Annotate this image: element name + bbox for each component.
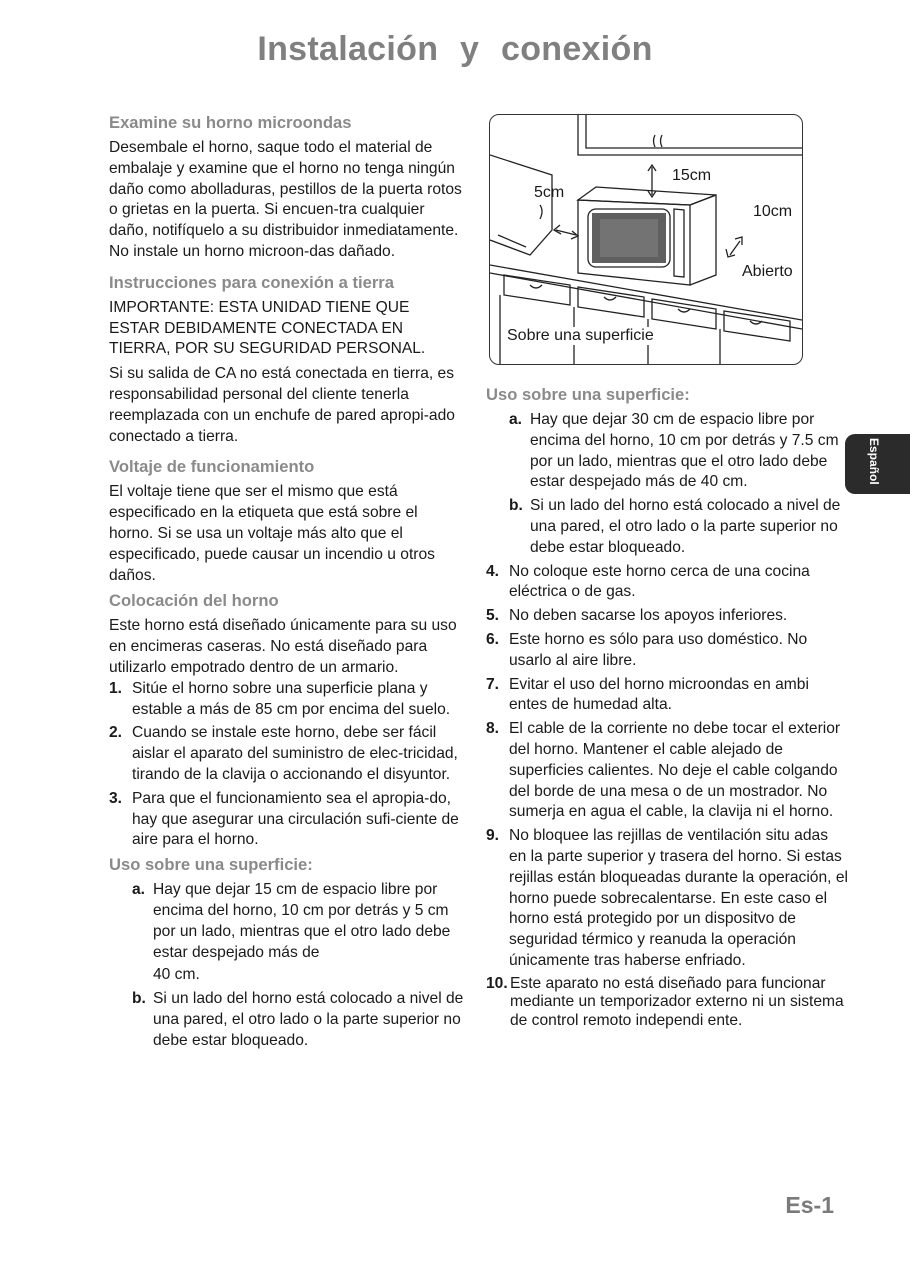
sub-item-letter: a. [509,411,523,428]
list-item-text: Este horno es sólo para uso doméstico. No usarlo al aire libre. [509,630,808,669]
title-word-2: y [460,30,480,68]
label-side-clearance: 5cm [534,184,565,201]
list-item-number: 1. [109,679,123,697]
title-word-3: conexión [500,30,653,68]
list-item [486,562,848,604]
list-item [486,826,848,972]
list-item-number: 2. [109,724,123,742]
list-item-number: 6. [486,630,500,648]
sub-item-text: Si un lado del horno está colocado a nivel de una pared, el otro lado o la parte superior no debe estar bloqueado. [153,990,464,1049]
sub-item-text: Si un lado del horno está colocado a nivel de una pared, el otro lado o la parte superior no debe estar bloqueado. [530,497,841,556]
sub-item-letter: a. [132,881,146,899]
label-back-clearance: 10cm [753,203,793,220]
sub-item-letter: b. [132,990,146,1008]
section-heading-examine: Examine su horno microondas [109,113,352,132]
sub-item-b [486,496,848,558]
list-item-text: Cuando se instale este horno, debe ser fácil aislar el aparato del suministro de elec-tricidad, tirando de la clavija o accionando el disyuntor. [132,724,458,783]
language-tab-label: Español [867,438,881,485]
section-heading-surface-use-right: Uso sobre una superficie: [486,385,690,404]
sub-item-letter: b. [509,497,523,515]
list-item-10 [486,975,848,1031]
list-item-number: 9. [486,827,500,845]
sub-item-b [109,989,464,1051]
list-item [109,723,464,785]
section-heading-grounding: Instrucciones para conexión a tierra [109,272,394,292]
list-item-number: 10. [486,974,508,992]
label-open: Abierto [742,263,793,280]
placement-list [109,679,464,851]
list-item-text: No coloque este horno cerca de una cocina eléctrica o de gas. [509,562,810,601]
page-title [0,30,910,69]
sub-item-text: Hay que dejar 30 cm de espacio libre por encima del horno, 10 cm por detrás y 7.5 cm por un lado, mientras que el otro lado debe estar despejado más de 40 cm. [530,411,839,491]
list-item-text: El cable de la corriente no debe tocar el exterior del horno. Mantener el cable alejado de superficies calientes. No deje el cable colgando del borde de una mesa o de un mostrador. No sumerja en agua el cable, la clavija ni el horno. [509,720,841,821]
list-item [109,679,464,721]
label-surface: Sobre una superficie [507,327,654,344]
title-word-1: Instalación [257,30,439,68]
list-item-text: Para que el funcionamiento sea el apropia-do, hay que asegurar una circulación sufi-ciente de aire para el horno. [132,789,459,849]
precautions-list [486,562,848,972]
label-top-clearance: 15cm [672,167,712,184]
list-item-number: 5. [486,607,500,625]
section-text-placement: Este horno está diseñado únicamente para su uso en encimeras caseras. No está diseñado para utilizarlo empotrado dentro de un armario. [109,617,457,676]
grounding-important: IMPORTANTE: ESTA UNIDAD TIENE QUE ESTAR DEBIDAMENTE CONECTADA EN TIERRA, POR SU SEGURIDAD PERSONAL. [109,298,426,358]
sub-item-a [109,880,464,986]
section-heading-voltage: Voltaje de funcionamiento [109,457,315,477]
list-item-text: Este aparato no está diseñado para funcionar mediante un temporizador externo ni un sistema de control remoto independi ente. [510,974,844,1029]
left-column [109,112,464,1054]
sub-item-text: Hay que dejar 15 cm de espacio libre por encima del horno, 10 cm por detrás y 5 cm por un lado, mientras que el otro lado debe estar despejado más de [153,881,451,961]
list-item [486,719,848,823]
list-item-number: 8. [486,720,500,738]
sub-item-a [486,410,848,493]
language-tab [845,434,910,494]
list-item [486,675,848,717]
list-item-number: 7. [486,675,500,693]
section-heading-placement: Colocación del horno [109,591,279,611]
list-item-text: No bloquee las rejillas de ventilación situ adas en la parte superior y trasera del horno. Si estas rejillas están bloqueadas durante la operación, el horno puede sobrecalentarse. En este caso el horno está protegido por un dispositvo de seguridad térmico y reanuda la operación únicamente tras haberse enfriado. [509,827,848,969]
list-item [109,789,464,851]
sub-item-text-tail: 40 cm. [153,966,200,984]
list-item-number: 4. [486,562,500,580]
section-text-examine: Desembale el horno, saque todo el material de embalaje y examine que el horno no tenga ningún daño como abolladuras, pestillos de la puerta rotos o grietas en la puerta. Si encuen-tra cualquier daño, notifíquelo a su distribuidor inmediatamente. No instale un horno microon-das dañado. [109,139,462,260]
list-item-number: 3. [109,789,123,807]
section-text-grounding: Si su salida de CA no está conectada en tierra, es responsabilidad personal del cliente tenerla reemplazada con un enchufe de pared apropi-ado conectado a tierra. [109,365,455,445]
list-item [486,630,848,672]
list-item-text: No deben sacarse los apoyos inferiores. [509,607,788,625]
list-item [486,606,848,627]
section-text-voltage: El voltaje tiene que ser el mismo que está especificado en la etiqueta que está sobre el horno. Si se usa un voltaje más alto que el especificado, puede causar un incendio u otros daños. [109,483,435,584]
page-number: Es-1 [785,1192,834,1218]
list-item-text: Sitúe el horno sobre una superficie plana y estable a más de 85 cm por encima del suelo. [132,679,451,718]
right-column [486,384,848,1030]
section-heading-surface-use: Uso sobre una superficie: [109,855,313,875]
list-item-text: Evitar el uso del horno microondas en ambi entes de humedad alta. [509,675,809,714]
installation-illustration [489,114,803,365]
